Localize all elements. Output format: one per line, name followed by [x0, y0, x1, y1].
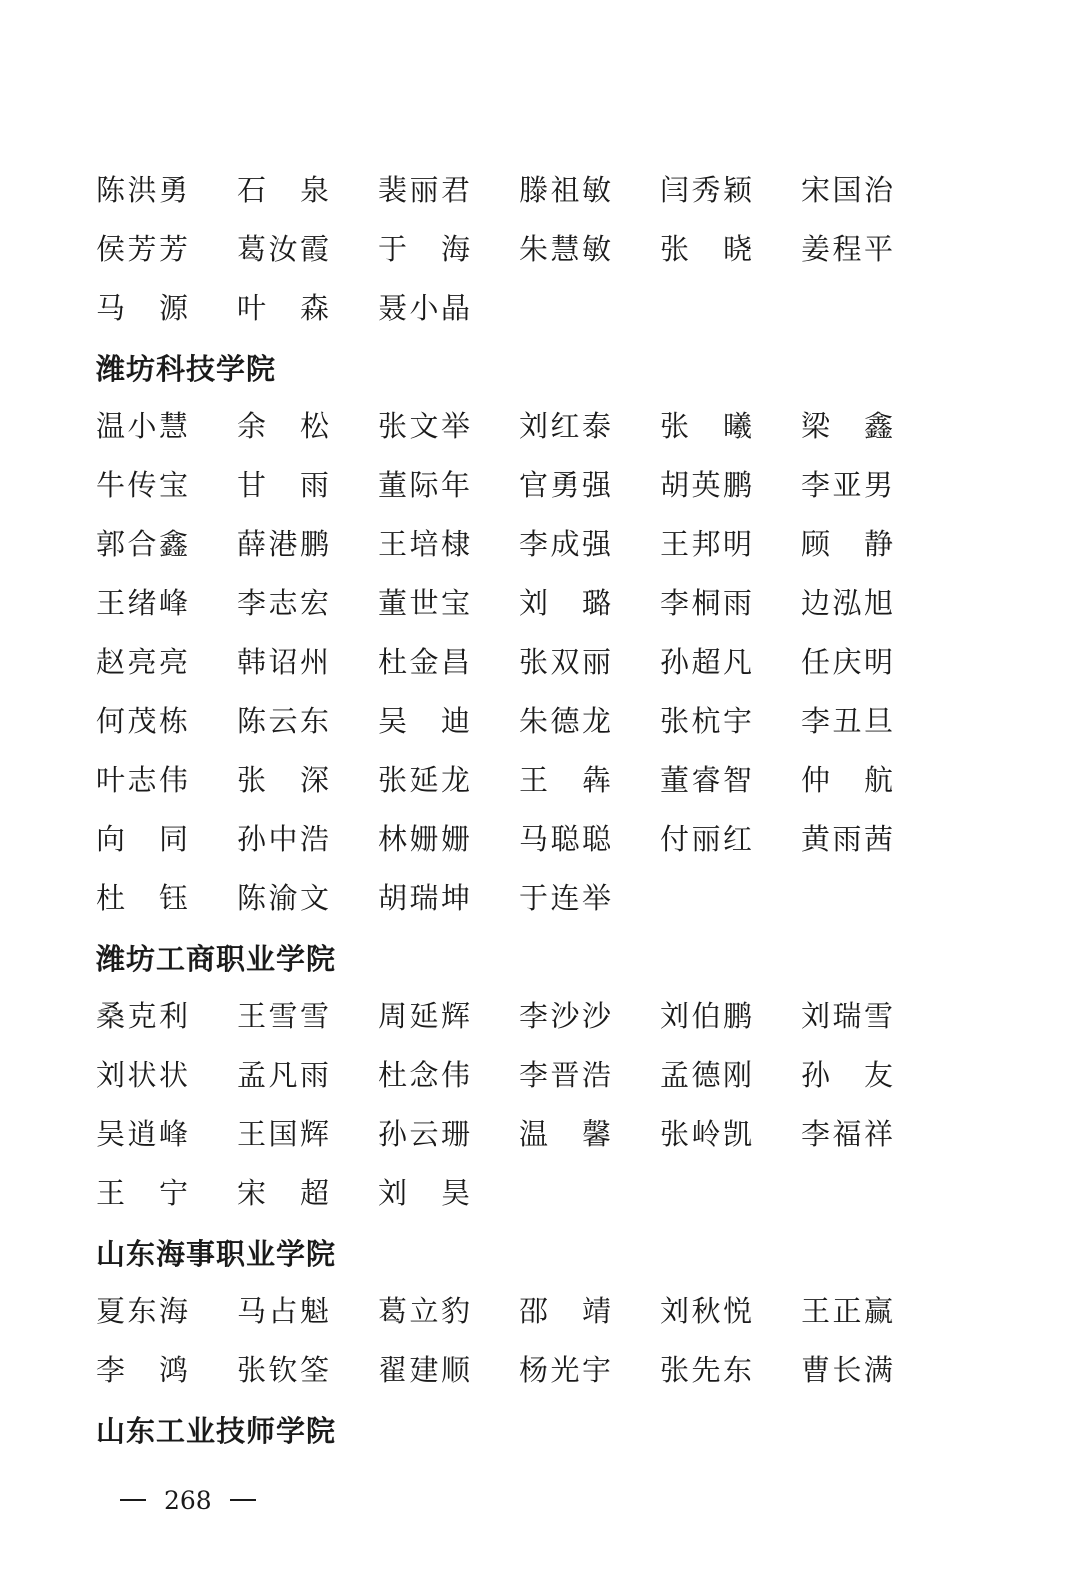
name-row [96, 397, 996, 456]
person-name-text: 任庆明 [801, 645, 893, 679]
person-name [801, 810, 942, 869]
person-name-text: 刘状状 [96, 1058, 188, 1092]
person-name-text: 朱慧敏 [519, 232, 611, 266]
person-name [660, 692, 801, 751]
person-name-text: 梁 鑫 [801, 409, 893, 443]
person-name-text: 张杭宇 [660, 704, 752, 738]
person-name [519, 633, 660, 692]
person-name-text: 张双丽 [519, 645, 611, 679]
section-heading: 山东海事职业学院 [96, 1237, 337, 1271]
person-name [96, 1282, 237, 1341]
person-name-text: 叶 森 [237, 291, 329, 325]
person-name-text: 桑克利 [96, 999, 188, 1033]
person-name [519, 751, 660, 810]
name-row [96, 1105, 996, 1164]
person-name-text: 陈云东 [237, 704, 329, 738]
person-name-text: 吴 迪 [378, 704, 470, 738]
name-row [96, 633, 996, 692]
person-name [519, 1341, 660, 1400]
person-name-text: 张 曦 [660, 409, 752, 443]
person-name [660, 515, 801, 574]
person-name-text: 宋 超 [237, 1176, 329, 1210]
person-name [801, 161, 942, 220]
person-name [660, 456, 801, 515]
name-row [96, 515, 996, 574]
person-name-text: 杜念伟 [378, 1058, 470, 1092]
person-name-text: 胡英鹏 [660, 468, 752, 502]
person-name [378, 1282, 519, 1341]
person-name [378, 810, 519, 869]
person-name-text: 李桐雨 [660, 586, 752, 620]
person-name-text: 赵亮亮 [96, 645, 188, 679]
person-name [237, 751, 378, 810]
person-name-text: 聂小晶 [378, 291, 470, 325]
person-name [519, 574, 660, 633]
section-heading: 潍坊工商职业学院 [96, 942, 337, 976]
person-name-text: 黄雨茜 [801, 822, 893, 856]
person-name [237, 1164, 378, 1223]
name-row [96, 751, 996, 810]
person-name-text: 张先东 [660, 1353, 752, 1387]
person-name [519, 987, 660, 1046]
person-name-text: 韩诏州 [237, 645, 329, 679]
name-row [96, 1164, 996, 1223]
person-name [660, 810, 801, 869]
person-name [660, 987, 801, 1046]
person-name-text: 王雪雪 [237, 999, 329, 1033]
person-name [660, 1046, 801, 1105]
person-name [519, 869, 660, 928]
person-name [519, 515, 660, 574]
person-name [96, 633, 237, 692]
person-name-text: 顾 静 [801, 527, 893, 561]
person-name [237, 692, 378, 751]
person-name [237, 279, 378, 338]
person-name-text: 夏东海 [96, 1294, 188, 1328]
name-row [96, 987, 996, 1046]
person-name-text: 曹长满 [801, 1353, 893, 1387]
person-name [519, 397, 660, 456]
person-name-text: 王 犇 [519, 763, 611, 797]
person-name-text: 裴丽君 [378, 173, 470, 207]
person-name-text: 李志宏 [237, 586, 329, 620]
person-name-text: 于 海 [378, 232, 470, 266]
person-name [519, 161, 660, 220]
person-name-text: 孙 友 [801, 1058, 893, 1092]
person-name-text: 滕祖敏 [519, 173, 611, 207]
person-name [237, 633, 378, 692]
person-name-text: 翟建顺 [378, 1353, 470, 1387]
person-name-text: 李 鸿 [96, 1353, 188, 1387]
person-name [96, 515, 237, 574]
name-row [96, 1046, 996, 1105]
person-name [96, 161, 237, 220]
person-name [801, 515, 942, 574]
person-name [801, 1105, 942, 1164]
person-name [660, 751, 801, 810]
person-name [378, 397, 519, 456]
person-name-text: 吴逍峰 [96, 1117, 188, 1151]
person-name [660, 574, 801, 633]
person-name-text: 李福祥 [801, 1117, 893, 1151]
person-name-text: 向 同 [96, 822, 188, 856]
person-name-text: 董睿智 [660, 763, 752, 797]
person-name-text: 王正赢 [801, 1294, 893, 1328]
person-name-text: 葛立豹 [378, 1294, 470, 1328]
name-row [96, 456, 996, 515]
person-name-text: 郭合鑫 [96, 527, 188, 561]
person-name-text: 王 宁 [96, 1176, 188, 1210]
person-name-text: 孟德刚 [660, 1058, 752, 1092]
person-name [801, 751, 942, 810]
name-row [96, 1341, 996, 1400]
person-name-text: 叶志伟 [96, 763, 188, 797]
person-name [96, 279, 237, 338]
person-name [237, 1046, 378, 1105]
person-name-text: 王绪峰 [96, 586, 188, 620]
person-name [237, 987, 378, 1046]
person-name-text: 胡瑞坤 [378, 881, 470, 915]
person-name-text: 付丽红 [660, 822, 752, 856]
person-name [237, 810, 378, 869]
person-name [96, 1341, 237, 1400]
person-name-text: 刘 璐 [519, 586, 611, 620]
person-name [378, 515, 519, 574]
person-name [96, 692, 237, 751]
person-name [660, 633, 801, 692]
name-row [96, 869, 996, 928]
person-name [378, 987, 519, 1046]
person-name [660, 397, 801, 456]
person-name [801, 1341, 942, 1400]
person-name [237, 1341, 378, 1400]
person-name [801, 397, 942, 456]
name-row [96, 161, 996, 220]
person-name [801, 633, 942, 692]
person-name-text: 于连举 [519, 881, 611, 915]
person-name-text: 李亚男 [801, 468, 893, 502]
page-number: 268 [164, 1485, 212, 1515]
person-name [378, 456, 519, 515]
person-name [519, 1105, 660, 1164]
person-name [660, 1282, 801, 1341]
person-name [237, 456, 378, 515]
person-name [378, 220, 519, 279]
person-name [660, 1105, 801, 1164]
person-name-text: 王国辉 [237, 1117, 329, 1151]
person-name-text: 杜 钰 [96, 881, 188, 915]
person-name [237, 1105, 378, 1164]
person-name [378, 161, 519, 220]
person-name-text: 葛汝霞 [237, 232, 329, 266]
person-name-text: 刘瑞雪 [801, 999, 893, 1033]
person-name-text: 周延辉 [378, 999, 470, 1033]
person-name [237, 1282, 378, 1341]
person-name [96, 397, 237, 456]
person-name [96, 987, 237, 1046]
person-name [660, 220, 801, 279]
person-name [96, 1105, 237, 1164]
person-name-text: 余 松 [237, 409, 329, 443]
person-name-text: 仲 航 [801, 763, 893, 797]
person-name [660, 161, 801, 220]
person-name-text: 刘红泰 [519, 409, 611, 443]
person-name [378, 1164, 519, 1223]
person-name-text: 李晋浩 [519, 1058, 611, 1092]
person-name-text: 官勇强 [519, 468, 611, 502]
name-row [96, 279, 996, 338]
name-row [96, 692, 996, 751]
person-name-text: 孙超凡 [660, 645, 752, 679]
person-name [378, 574, 519, 633]
person-name [378, 692, 519, 751]
person-name [801, 574, 942, 633]
person-name-text: 温 馨 [519, 1117, 611, 1151]
person-name [519, 810, 660, 869]
person-name [96, 574, 237, 633]
footer-dash-right [230, 1499, 256, 1501]
person-name [237, 515, 378, 574]
person-name [96, 751, 237, 810]
section-heading: 潍坊科技学院 [96, 352, 277, 386]
person-name-text: 马聪聪 [519, 822, 611, 856]
name-row [96, 1282, 996, 1341]
person-name [660, 1341, 801, 1400]
person-name [378, 869, 519, 928]
person-name [519, 456, 660, 515]
person-name [237, 574, 378, 633]
person-name [237, 397, 378, 456]
person-name-text: 姜程平 [801, 232, 893, 266]
person-name-text: 张钦筌 [237, 1353, 329, 1387]
name-list [96, 161, 996, 1459]
person-name [96, 810, 237, 869]
person-name [519, 692, 660, 751]
person-name [378, 279, 519, 338]
person-name-text: 董际年 [378, 468, 470, 502]
person-name-text: 杜金昌 [378, 645, 470, 679]
section-heading: 山东工业技师学院 [96, 1414, 337, 1448]
person-name [96, 869, 237, 928]
person-name-text: 马占魁 [237, 1294, 329, 1328]
person-name [96, 1164, 237, 1223]
person-name-text: 何茂栋 [96, 704, 188, 738]
person-name-text: 王培棣 [378, 527, 470, 561]
person-name [801, 1282, 942, 1341]
person-name [237, 161, 378, 220]
person-name-text: 侯芳芳 [96, 232, 188, 266]
name-row [96, 220, 996, 279]
name-row [96, 810, 996, 869]
person-name-text: 孙云珊 [378, 1117, 470, 1151]
person-name [801, 692, 942, 751]
person-name-text: 王邦明 [660, 527, 752, 561]
person-name-text: 张延龙 [378, 763, 470, 797]
person-name-text: 甘 雨 [237, 468, 329, 502]
person-name [237, 869, 378, 928]
person-name-text: 刘 昊 [378, 1176, 470, 1210]
person-name-text: 李沙沙 [519, 999, 611, 1033]
footer-dash-left [120, 1499, 146, 1501]
person-name-text: 朱德龙 [519, 704, 611, 738]
page-footer [120, 1480, 256, 1520]
person-name [519, 1046, 660, 1105]
person-name-text: 孟凡雨 [237, 1058, 329, 1092]
person-name-text: 刘秋悦 [660, 1294, 752, 1328]
person-name [519, 220, 660, 279]
person-name [519, 1282, 660, 1341]
person-name-text: 薛港鹏 [237, 527, 329, 561]
person-name-text: 李丑旦 [801, 704, 893, 738]
person-name-text: 闫秀颖 [660, 173, 752, 207]
person-name-text: 林姗姗 [378, 822, 470, 856]
person-name [378, 633, 519, 692]
person-name-text: 李成强 [519, 527, 611, 561]
person-name-text: 邵 靖 [519, 1294, 611, 1328]
person-name-text: 宋国治 [801, 173, 893, 207]
person-name [378, 1046, 519, 1105]
name-row [96, 574, 996, 633]
person-name [801, 220, 942, 279]
person-name-text: 石 泉 [237, 173, 329, 207]
person-name [378, 751, 519, 810]
person-name-text: 董世宝 [378, 586, 470, 620]
person-name [801, 1046, 942, 1105]
person-name-text: 张 深 [237, 763, 329, 797]
person-name [96, 1046, 237, 1105]
person-name [378, 1341, 519, 1400]
person-name-text: 张岭凯 [660, 1117, 752, 1151]
person-name-text: 张文举 [378, 409, 470, 443]
person-name-text: 边泓旭 [801, 586, 893, 620]
person-name-text: 温小慧 [96, 409, 188, 443]
person-name-text: 马 源 [96, 291, 188, 325]
person-name-text: 刘伯鹏 [660, 999, 752, 1033]
person-name [96, 220, 237, 279]
person-name-text: 张 晓 [660, 232, 752, 266]
person-name-text: 孙中浩 [237, 822, 329, 856]
person-name-text: 杨光宇 [519, 1353, 611, 1387]
person-name-text: 陈渝文 [237, 881, 329, 915]
person-name [378, 1105, 519, 1164]
person-name [237, 220, 378, 279]
person-name [801, 456, 942, 515]
person-name [96, 456, 237, 515]
person-name-text: 陈洪勇 [96, 173, 188, 207]
person-name [801, 987, 942, 1046]
person-name-text: 牛传宝 [96, 468, 188, 502]
